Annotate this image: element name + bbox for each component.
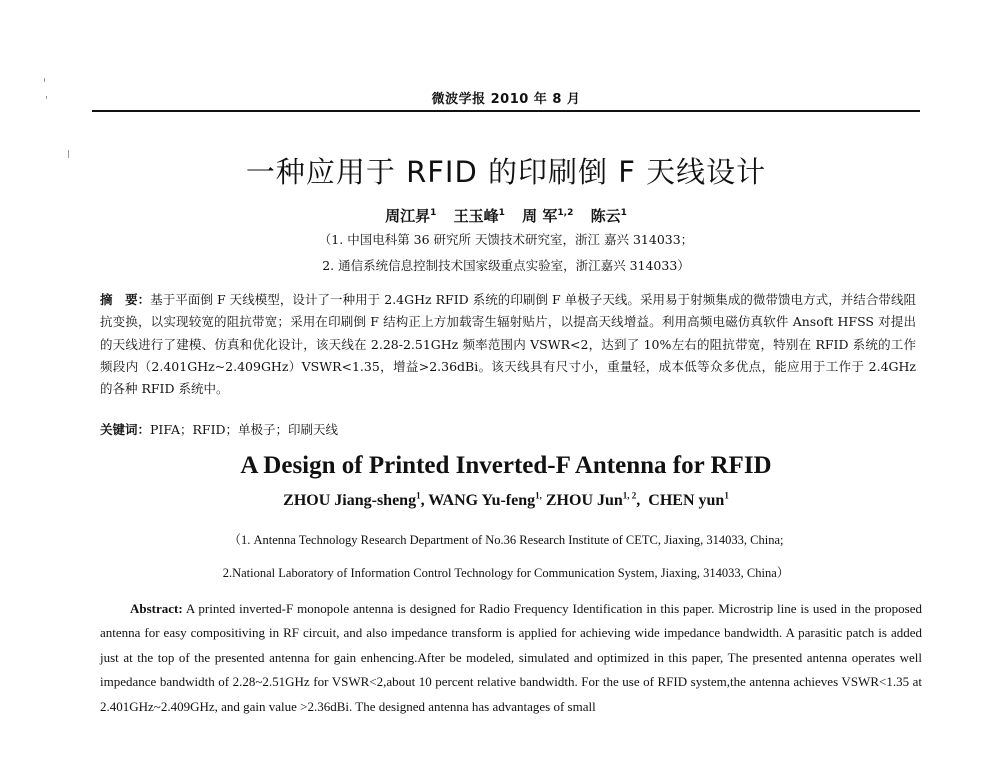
keywords-body: PIFA；RFID；单极子；印刷天线 — [150, 422, 339, 437]
author: 陈云$^1$ — [590, 207, 627, 225]
scan-edge-mark — [46, 96, 47, 99]
abstract-body: 基于平面倒 F 天线模型，设计了一种用于 2.4GHz RFID 系统的印刷倒 F 单极子天线。采用易于射频集成的微带馈电方式，并结合带线阻抗变换，以实现较宽的阻抗带宽；采用在印刷倒 F 结构正上方加载寄生辐射贴片，以提高天线增益。利用高频电磁仿真软件 Ansoft HFSS 对提出的天线进行了建模、仿真和优化设计，该天线在 2.28-2.51GHz 频率范围内 VSWR<2，达到了 10%左右的阻抗带宽，特别在 RFID 系统的工作频段内（2.401GHz~2.409GHz）VSWR<1.35，增益>2.36dBi。该天线具有尺寸小，重量轻，成本低等众多优点，能应用于工作于 2.4GHz 的各种 RFID 系统中。 — [100, 292, 916, 397]
abstract-body: A printed inverted-F monopole antenna is designed for Radio Frequency Identification in this paper. Microstrip line is used in the proposed antenna for easy compositiving in RF circuit, and also impedance transform is applied for achieving wide impedance bandwidth. A parasitic patch is added just at the top of the presented antenna for gain enhencing.After be modeled, simulated and optimized in this paper, The presented antenna operates well impedance bandwidth of 2.28~2.51GHz for VSWR<2,about 10 percent relative bandwidth. For the use of RFID system,the antenna achieves VSWR<1.35 at 2.401GHz~2.409GHz, and gain value >2.36dBi. The designed antenna has advantages of small — [100, 601, 922, 714]
author: ZHOU Jiang-sheng$^1$, — [283, 490, 429, 509]
english-affiliation: （1. Antenna Technology Research Department of No.36 Research Institute of CETC, Jiaxing, 314033, China; — [228, 533, 784, 547]
scan-edge-mark — [68, 150, 69, 158]
author: 王玉峰$^1$ — [453, 207, 505, 225]
chinese-affiliation: （1. 中国电科第 36 研究所 天馈技术研究室，浙江 嘉兴 314033； — [318, 232, 694, 247]
running-head: 微波学报 2010 年 8 月 — [431, 92, 581, 107]
english-abstract — [100, 597, 922, 719]
english-title: A Design of Printed Inverted-F Antenna for RFID — [240, 452, 772, 479]
english-affiliation: 2.National Laboratory of Information Control Technology for Communication System, Jiaxing, 314033, China） — [222, 566, 790, 580]
author: CHEN yun$^1$ — [648, 490, 729, 509]
author: 周 军$^{1,2}$ — [522, 207, 574, 225]
chinese-affiliation: 2. 通信系统信息控制技术国家级重点实验室，浙江嘉兴 314033） — [322, 258, 690, 273]
english-author-list — [92, 492, 920, 510]
author: WANG Yu-feng$^{1,}$ — [428, 490, 542, 509]
author: 周江昇$^1$ — [385, 207, 437, 225]
keywords-label: 关键词： — [100, 422, 151, 437]
scan-edge-mark — [44, 78, 45, 82]
chinese-title: 一种应用于 RFID 的印刷倒 F 天线设计 — [245, 155, 767, 189]
abstract-label: 摘 要： — [100, 292, 151, 307]
header-rule — [92, 110, 920, 112]
chinese-abstract — [100, 289, 916, 400]
chinese-keywords — [100, 420, 916, 438]
chinese-author-list — [92, 205, 920, 226]
abstract-label: Abstract: — [130, 601, 183, 616]
author: ZHOU Jun$^{1, 2}$, — [545, 490, 649, 509]
